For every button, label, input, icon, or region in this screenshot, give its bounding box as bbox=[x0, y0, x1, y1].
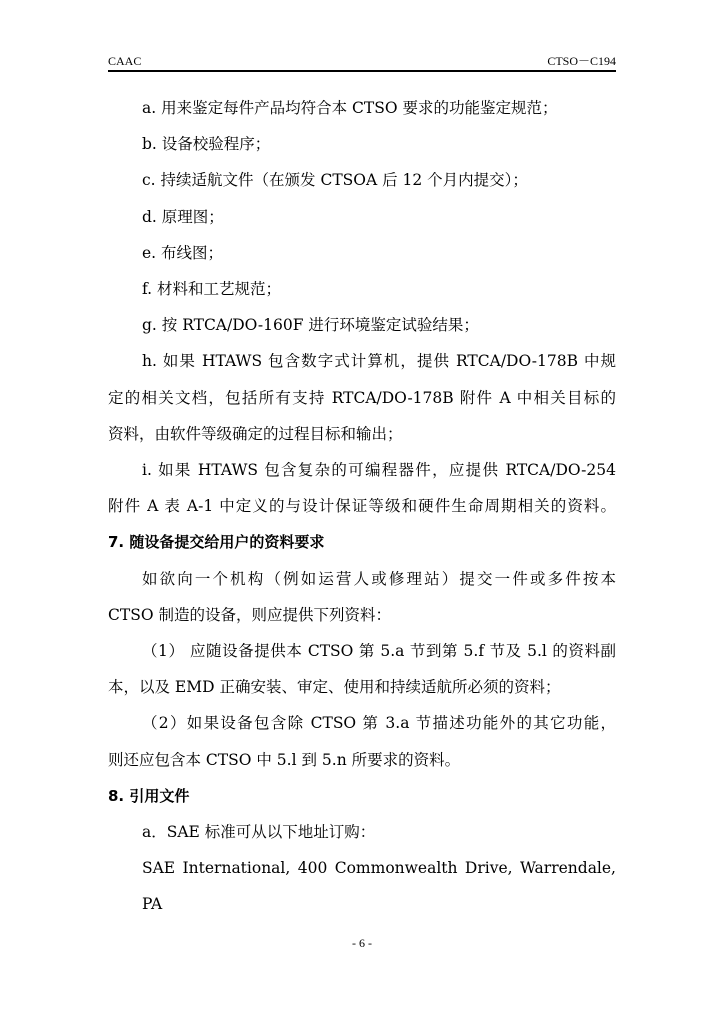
list-item-i-line-1: i. 如果 HTAWS 包含复杂的可编程器件，应提供 RTCA/DO-254 bbox=[142, 461, 616, 480]
list-item-b: b. 设备校验程序； bbox=[142, 135, 271, 154]
list-item-a: a. 用来鉴定每件产品均符合本 CTSO 要求的功能鉴定规范； bbox=[142, 99, 558, 117]
list-item-h-line-3: 资料，由软件等级确定的过程目标和输出； bbox=[108, 424, 403, 443]
page-number: - 6 - bbox=[352, 936, 372, 950]
paragraph-7-2-line-1: （2）如果设备包含除 CTSO 第 3.a 节描述功能外的其它功能， bbox=[142, 714, 616, 733]
list-item-i-line-2: 附件 A 表 A-1 中定义的与设计保证等级和硬件生命周期相关的资料。 bbox=[108, 497, 616, 516]
paragraph-7-2-line-2: 则还应包含本 CTSO 中 5.l 到 5.n 所要求的资料。 bbox=[108, 750, 461, 769]
page-header bbox=[108, 52, 616, 70]
header-rule bbox=[108, 70, 616, 72]
paragraph-7-1-line-1: （1） 应随设备提供本 CTSO 第 5.a 节到第 5.f 节及 5.l 的资料副 bbox=[142, 642, 616, 661]
list-item-f: f. 材料和工艺规范； bbox=[142, 280, 282, 299]
paragraph-7-line-1: 如欲向一个机构（例如运营人或修理站）提交一件或多件按本 bbox=[142, 569, 616, 588]
list-item-h-line-2: 定的相关文档，包括所有支持 RTCA/DO-178B 附件 A 中相关目标的 bbox=[108, 388, 616, 407]
paragraph-7-1-line-2: 本，以及 EMD 正确安装、审定、使用和持续适航所必须的资料； bbox=[108, 678, 561, 697]
list-item-d: d. 原理图； bbox=[142, 207, 224, 226]
list-item-g: g. 按 RTCA/DO-160F 进行环境鉴定试验结果； bbox=[142, 316, 479, 335]
list-item-e: e. 布线图； bbox=[142, 243, 224, 262]
list-item-c: c. 持续适航文件（在颁发 CTSOA 后 12 个月内提交）； bbox=[142, 171, 528, 190]
header-left-label: CAAC bbox=[108, 54, 142, 68]
sae-address-line: SAE International, 400 Commonwealth Drive, Warrendale, PA bbox=[142, 859, 616, 914]
list-item-h-line-1: h. 如果 HTAWS 包含数字式计算机，提供 RTCA/DO-178B 中规 bbox=[142, 352, 616, 371]
paragraph-7-line-2: CTSO 制造的设备，则应提供下列资料： bbox=[108, 605, 391, 624]
document-body bbox=[108, 90, 616, 923]
section-heading-7: 7. 随设备提交给用户的资料要求 bbox=[108, 533, 325, 552]
section-heading-8: 8. 引用文件 bbox=[108, 786, 190, 805]
header-right-label: CTSO－C194 bbox=[547, 54, 616, 68]
paragraph-8-a: a．SAE 标准可从以下地址订购： bbox=[142, 823, 376, 842]
